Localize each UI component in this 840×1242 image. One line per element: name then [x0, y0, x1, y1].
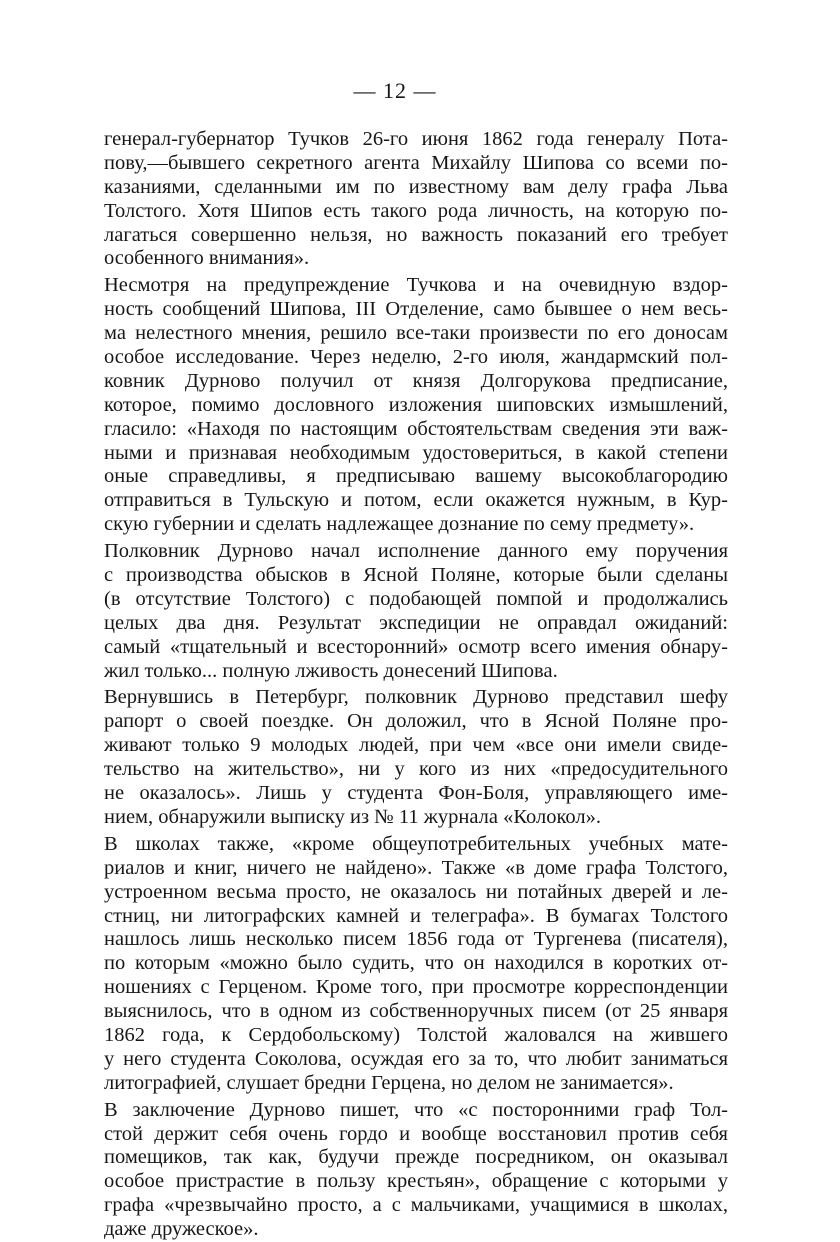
- text-line: В заключение Дурново пишет, что «с посторонними граф Тол-: [104, 1098, 728, 1121]
- text-line: живают только 9 молодых людей, при чем «все они имели свиде-: [104, 734, 728, 757]
- text-line: Несмотря на предупреждение Тучкова и на очевидную вздор-: [104, 274, 728, 297]
- text-line: выяснилось, что в одном из собственноручных писем (от 25 января: [104, 1000, 728, 1023]
- text-line: литографией, слушает бредни Герцена, но делом не занимается».: [104, 1071, 674, 1094]
- text-line: особенного внимания».: [104, 247, 310, 270]
- text-line: Толстого. Хотя Шипов есть такого рода личность, на которую по-: [104, 199, 728, 222]
- page-number: — 12 —: [353, 78, 437, 103]
- text-line: Вернувшись в Петербург, полковник Дурново представил шефу: [104, 686, 728, 709]
- text-line: целых два дня. Результат экспедиции не оправдал ожиданий:: [104, 611, 728, 634]
- text-line: ношениях с Герценом. Кроме того, при просмотре корреспонденции: [104, 976, 728, 999]
- text-line: даже дружеское».: [104, 1218, 259, 1241]
- text-line: рапорт о своей поездке. Он доложил, что в Ясной Поляне про-: [104, 710, 728, 733]
- text-line: лагаться совершенно нельзя, но важность показаний его требует: [104, 223, 728, 246]
- text-line: гласило: «Находя по настоящим обстоятельствам сведения эти важ-: [104, 417, 728, 440]
- text-line: жил только... полную лживость донесений Шипова.: [104, 659, 558, 682]
- text-line: ма нелестного мнения, решило все-таки произвести по его доносам: [104, 322, 728, 345]
- text-line: особое пристрастие в пользу крестьян», обращение с которыми у: [104, 1170, 728, 1193]
- text-line: которое, помимо дословного изложения шиповских измышлений,: [104, 393, 728, 416]
- text-line: генерал-губернатор Тучков 26-го июня 1862 года генералу Пота-: [104, 128, 728, 150]
- text-line: по которым «можно было судить, что он находился в коротких от-: [104, 952, 728, 975]
- text-line: тельство на жительство», ни у кого из них «предосудительного: [104, 758, 728, 781]
- text-line: графа «чрезвычайно просто, а с мальчиками, учащимися в школах,: [104, 1194, 728, 1217]
- text-line: устроенном весьма просто, не оказалось ни потайных дверей и ле-: [104, 880, 728, 903]
- text-line: стой держит себя очень гордо и вообще восстановил против себя: [104, 1122, 728, 1145]
- text-line: ность сообщений Шипова, III Отделение, само бывшее о нем весь-: [104, 298, 728, 321]
- text-line: Полковник Дурново начал исполнение данного ему поручения: [104, 540, 728, 563]
- body-text: [104, 128, 728, 1242]
- text-line: ными и признавая необходимым удостовериться, в какой степени: [104, 441, 728, 464]
- text-line: с производства обысков в Ясной Поляне, которые были сделаны: [104, 564, 728, 587]
- text-line: нашлось лишь несколько писем 1856 года от Тургенева (писателя),: [104, 928, 728, 951]
- text-line: самый «тщательный и всесторонний» осмотр всего имения обнару-: [104, 635, 728, 658]
- text-line: особое исследование. Через неделю, 2-го июля, жандармский пол-: [104, 346, 728, 369]
- text-line: стниц, ни литографских камней и телеграфа». В бумагах Толстого: [104, 904, 728, 927]
- text-line: нием, обнаружили выписку из № 11 журнала «Колокол».: [104, 805, 601, 828]
- text-line: отправиться в Тульскую и потом, если окажется нужным, в Кур-: [104, 489, 728, 512]
- text-line: казаниями, сделанными им по известному вам делу графа Льва: [104, 175, 728, 198]
- text-line: не оказалось». Лишь у студента Фон-Боля, управляющего име-: [104, 782, 728, 805]
- text-line: В школах также, «кроме общеупотребительных учебных мате-: [104, 832, 728, 855]
- text-line: (в отсутствие Толстого) с подобающей помпой и продолжались: [104, 587, 728, 610]
- text-line: 1862 года, к Сердобольскому) Толстой жаловался на жившего: [104, 1023, 728, 1046]
- text-line: риалов и книг, ничего не найдено». Также «в доме графа Толстого,: [104, 856, 728, 879]
- text-line: скую губернии и сделать надлежащее дознание по сему предмету».: [104, 513, 695, 536]
- text-line: у него студента Соколова, осуждая его за то, что любит заниматься: [104, 1047, 728, 1070]
- text-line: оные справедливы, я предписываю вашему высокоблагородию: [104, 465, 728, 488]
- text-line: пову,—бывшего секретного агента Михайлу Шипова со всеми по-: [104, 151, 728, 174]
- text-line: помещиков, так как, будучи прежде посредником, он оказывал: [104, 1146, 728, 1169]
- text-line: ковник Дурново получил от князя Долгорукова предписание,: [104, 369, 728, 392]
